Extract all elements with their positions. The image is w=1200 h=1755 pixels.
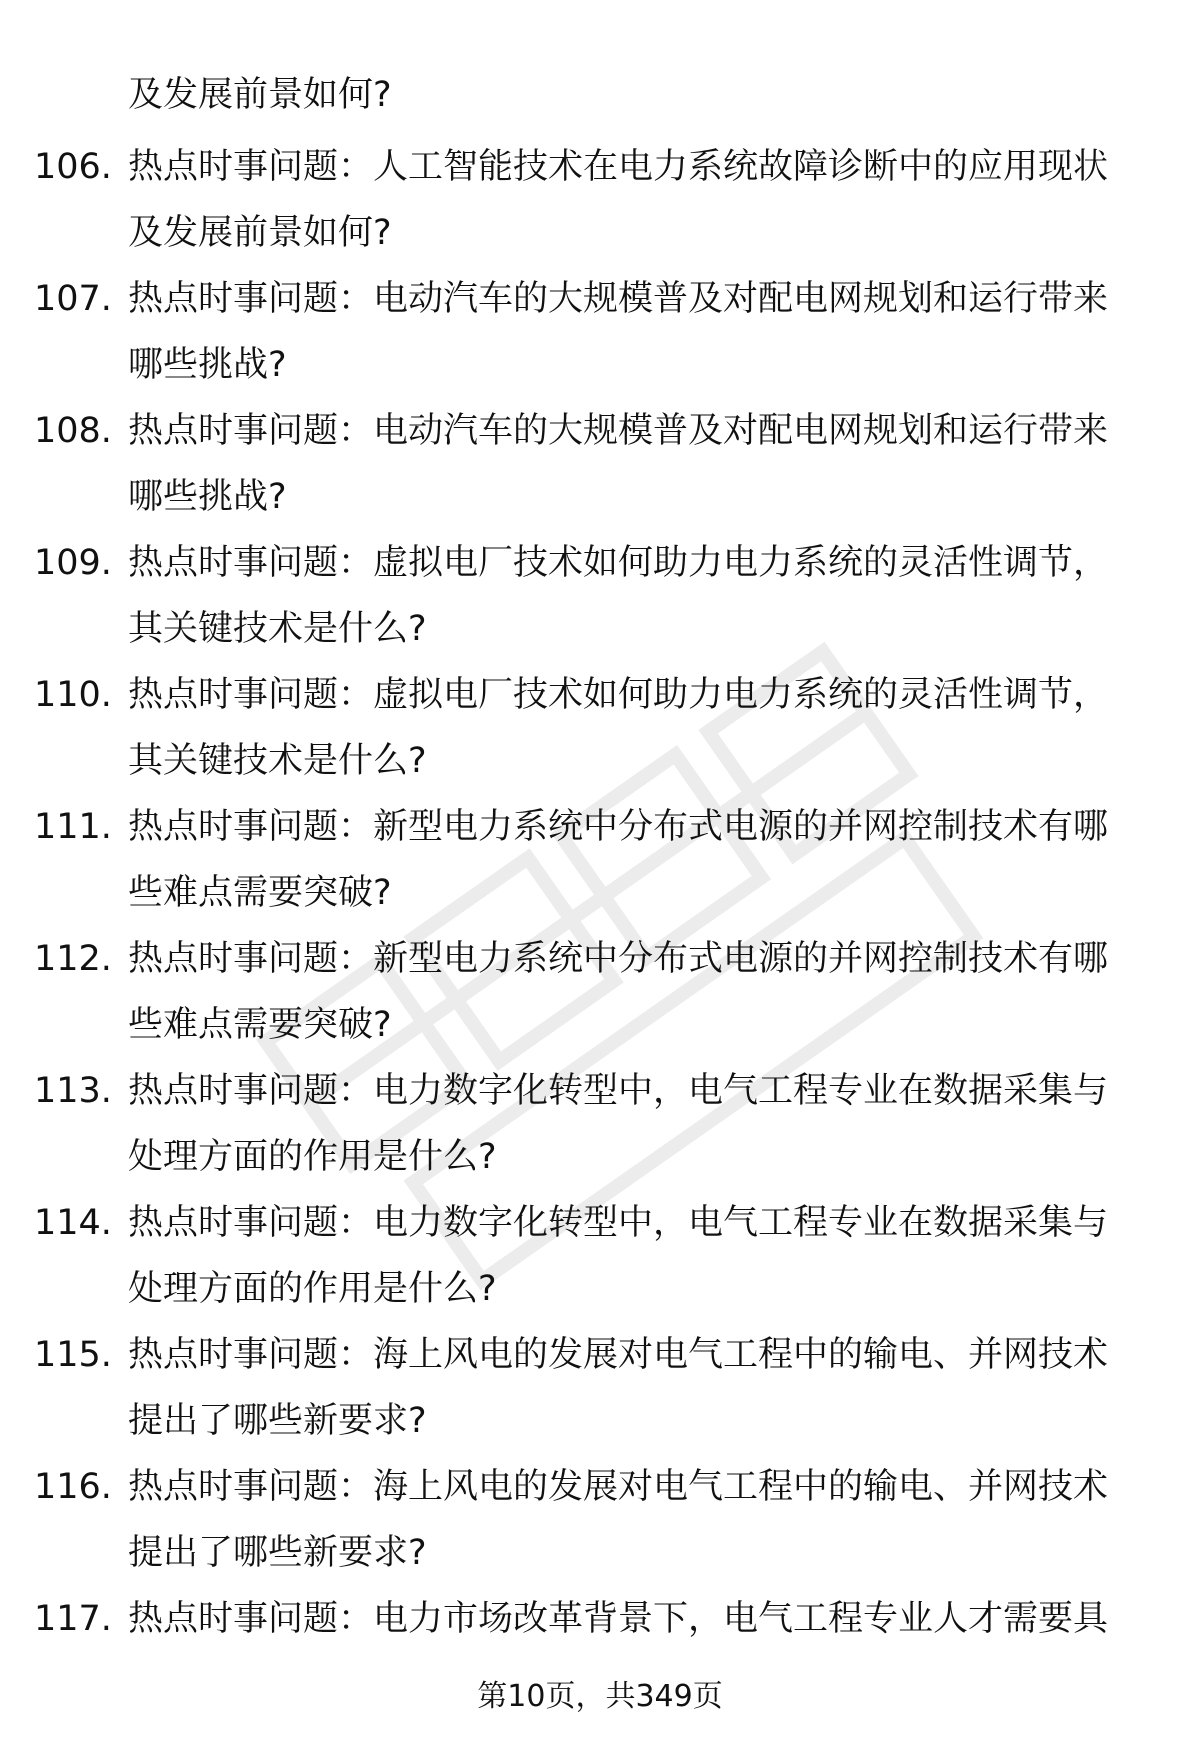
question-item [0, 398, 1200, 530]
question-number: 115. [34, 1335, 112, 1375]
question-list [0, 134, 1200, 1718]
question-number: 107. [34, 279, 112, 319]
question-item [0, 662, 1200, 794]
question-text-line: 处理方面的作用是什么? [128, 1269, 497, 1309]
question-text-line: 热点时事问题：电动汽车的大规模普及对配电网规划和运行带来 [128, 279, 1109, 319]
question-text [128, 398, 1168, 530]
question-text-line: 些难点需要突破? [128, 1005, 392, 1045]
question-text [128, 794, 1168, 926]
question-item [0, 794, 1200, 926]
question-text-line: 热点时事问题：虚拟电厂技术如何助力电力系统的灵活性调节， [128, 543, 1109, 583]
question-text-line: 哪些挑战? [128, 477, 287, 517]
question-text-line: 热点时事问题：虚拟电厂技术如何助力电力系统的灵活性调节， [128, 675, 1109, 715]
question-number: 112. [34, 939, 112, 979]
question-text-line: 热点时事问题：电动汽车的大规模普及对配电网规划和运行带来 [128, 411, 1109, 451]
question-text [128, 1586, 1168, 1652]
question-number: 113. [34, 1071, 112, 1111]
question-text [128, 530, 1168, 662]
continued-question-text: 及发展前景如何? [128, 75, 392, 115]
question-text-line: 提出了哪些新要求? [128, 1533, 427, 1573]
question-text-line: 热点时事问题：海上风电的发展对电气工程中的输电、并网技术 [128, 1467, 1109, 1507]
question-number: 116. [34, 1467, 112, 1507]
question-number: 109. [34, 543, 112, 583]
question-text [128, 1058, 1168, 1190]
question-text [128, 1454, 1168, 1586]
question-item [0, 1322, 1200, 1454]
question-text-line: 哪些挑战? [128, 345, 287, 385]
question-item [0, 266, 1200, 398]
question-text [128, 1190, 1168, 1322]
question-item [0, 134, 1200, 266]
question-text-line: 热点时事问题：电力数字化转型中，电气工程专业在数据采集与 [128, 1071, 1109, 1111]
question-text-line: 处理方面的作用是什么? [128, 1137, 497, 1177]
question-text [128, 1322, 1168, 1454]
question-text [128, 662, 1168, 794]
question-text [128, 134, 1168, 266]
question-item [0, 926, 1200, 1058]
question-text-line: 热点时事问题：新型电力系统中分布式电源的并网控制技术有哪 [128, 939, 1109, 979]
question-text-line: 其关键技术是什么? [128, 609, 427, 649]
question-number: 111. [34, 807, 112, 847]
question-number: 114. [34, 1203, 112, 1243]
question-text-line: 及发展前景如何? [128, 213, 392, 253]
question-item [0, 1058, 1200, 1190]
question-text [128, 926, 1168, 1058]
question-number: 110. [34, 675, 112, 715]
question-text-line: 其关键技术是什么? [128, 741, 427, 781]
question-item [0, 1454, 1200, 1586]
question-text-line: 热点时事问题：海上风电的发展对电气工程中的输电、并网技术 [128, 1335, 1109, 1375]
question-text-line: 提出了哪些新要求? [128, 1401, 427, 1441]
question-text-line: 热点时事问题：电力市场改革背景下，电气工程专业人才需要具 [128, 1599, 1109, 1639]
question-item [0, 1190, 1200, 1322]
question-text-line: 些难点需要突破? [128, 873, 392, 913]
page-footer: 第10页，共349页 [477, 1679, 723, 1714]
question-text-line: 热点时事问题：新型电力系统中分布式电源的并网控制技术有哪 [128, 807, 1109, 847]
question-number: 117. [34, 1599, 112, 1639]
question-text [128, 266, 1168, 398]
question-text-line: 热点时事问题：人工智能技术在电力系统故障诊断中的应用现状 [128, 147, 1109, 187]
question-number: 106. [34, 147, 112, 187]
question-text-line: 热点时事问题：电力数字化转型中，电气工程专业在数据采集与 [128, 1203, 1109, 1243]
question-item [0, 530, 1200, 662]
question-number: 108. [34, 411, 112, 451]
